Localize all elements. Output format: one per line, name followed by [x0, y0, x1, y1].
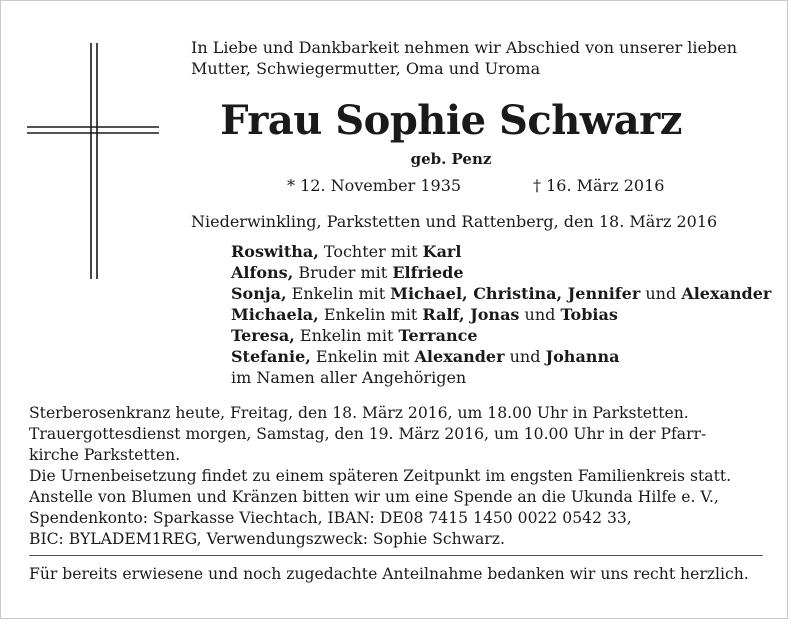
mourner-relation: Tochter mit	[318, 242, 423, 261]
mourner-relation: und	[640, 284, 682, 303]
details-line: Spendenkonto: Sparkasse Viechtach, IBAN: DE08 7415 1450 0022 0542 33,	[29, 509, 632, 527]
mourner-relation: Enkelin mit	[294, 326, 399, 345]
mourner-name: Sonja,	[231, 284, 287, 303]
mourners-list	[231, 241, 781, 388]
intro-text	[191, 37, 771, 79]
mourner-row	[231, 367, 781, 388]
details-line: BIC: BYLADEM1REG, Verwendungszweck: Sophie Schwarz.	[29, 530, 505, 548]
birth-date: * 12. November 1935	[287, 176, 462, 195]
mourner-name: Ralf, Jonas	[422, 305, 520, 324]
mourner-relation: Enkelin mit	[286, 284, 391, 303]
mourner-name: Elfriede	[392, 263, 464, 282]
mourner-name: Roswitha,	[231, 242, 319, 261]
mourner-relation: und	[504, 347, 546, 366]
mourner-row	[231, 346, 781, 367]
mourner-row	[231, 283, 781, 304]
mourner-name: Michael, Christina, Jennifer	[390, 284, 641, 303]
intro-line: Mutter, Schwiegermutter, Oma und Uroma	[191, 59, 541, 78]
service-details	[29, 403, 763, 550]
intro-line: In Liebe und Dankbarkeit nehmen wir Abschied von unserer lieben	[191, 38, 738, 57]
mourner-row	[231, 241, 781, 262]
deceased-name: Frau Sophie Schwarz	[220, 97, 682, 144]
details-line: Sterberosenkranz heute, Freitag, den 18. März 2016, um 18.00 Uhr in Parkstetten.	[29, 404, 689, 422]
mourner-name: Alexander	[414, 347, 505, 366]
divider	[29, 555, 763, 556]
mourner-relation: und	[519, 305, 561, 324]
mourner-name: Michaela,	[231, 305, 319, 324]
mourner-relation: Enkelin mit	[310, 347, 415, 366]
thanks-text: Für bereits erwiesene und noch zugedachte Anteilnahme bedanken wir uns recht herzlich.	[29, 565, 749, 583]
maiden-name: geb. Penz	[410, 150, 492, 168]
mourner-relation: im Namen aller Angehörigen	[231, 368, 467, 387]
mourner-row	[231, 262, 781, 283]
mourner-name: Terrance	[398, 326, 478, 345]
death-date: † 16. März 2016	[533, 176, 665, 195]
details-line: Anstelle von Blumen und Kränzen bitten wir um eine Spende an die Ukunda Hilfe e. V.,	[29, 488, 719, 506]
place-and-date: Niederwinkling, Parkstetten und Rattenberg, den 18. März 2016	[191, 212, 718, 231]
mourner-relation: Enkelin mit	[318, 305, 423, 324]
mourner-name: Karl	[422, 242, 462, 261]
details-line: Die Urnenbeisetzung findet zu einem späteren Zeitpunkt im engsten Familienkreis statt.	[29, 467, 732, 485]
mourner-name: Teresa,	[231, 326, 295, 345]
mourner-name: Johanna	[545, 347, 620, 366]
cross-icon	[27, 43, 159, 279]
mourner-row	[231, 325, 781, 346]
details-line: Trauergottesdienst morgen, Samstag, den 19. März 2016, um 10.00 Uhr in der Pfarr-	[29, 425, 707, 443]
mourner-name: Tobias	[560, 305, 618, 324]
mourner-name: Stefanie,	[231, 347, 311, 366]
mourner-relation: Bruder mit	[293, 263, 393, 282]
mourner-row	[231, 304, 781, 325]
mourner-name: Alfons,	[231, 263, 294, 282]
mourner-name: Alexander	[681, 284, 772, 303]
details-line: kirche Parkstetten.	[29, 446, 181, 464]
